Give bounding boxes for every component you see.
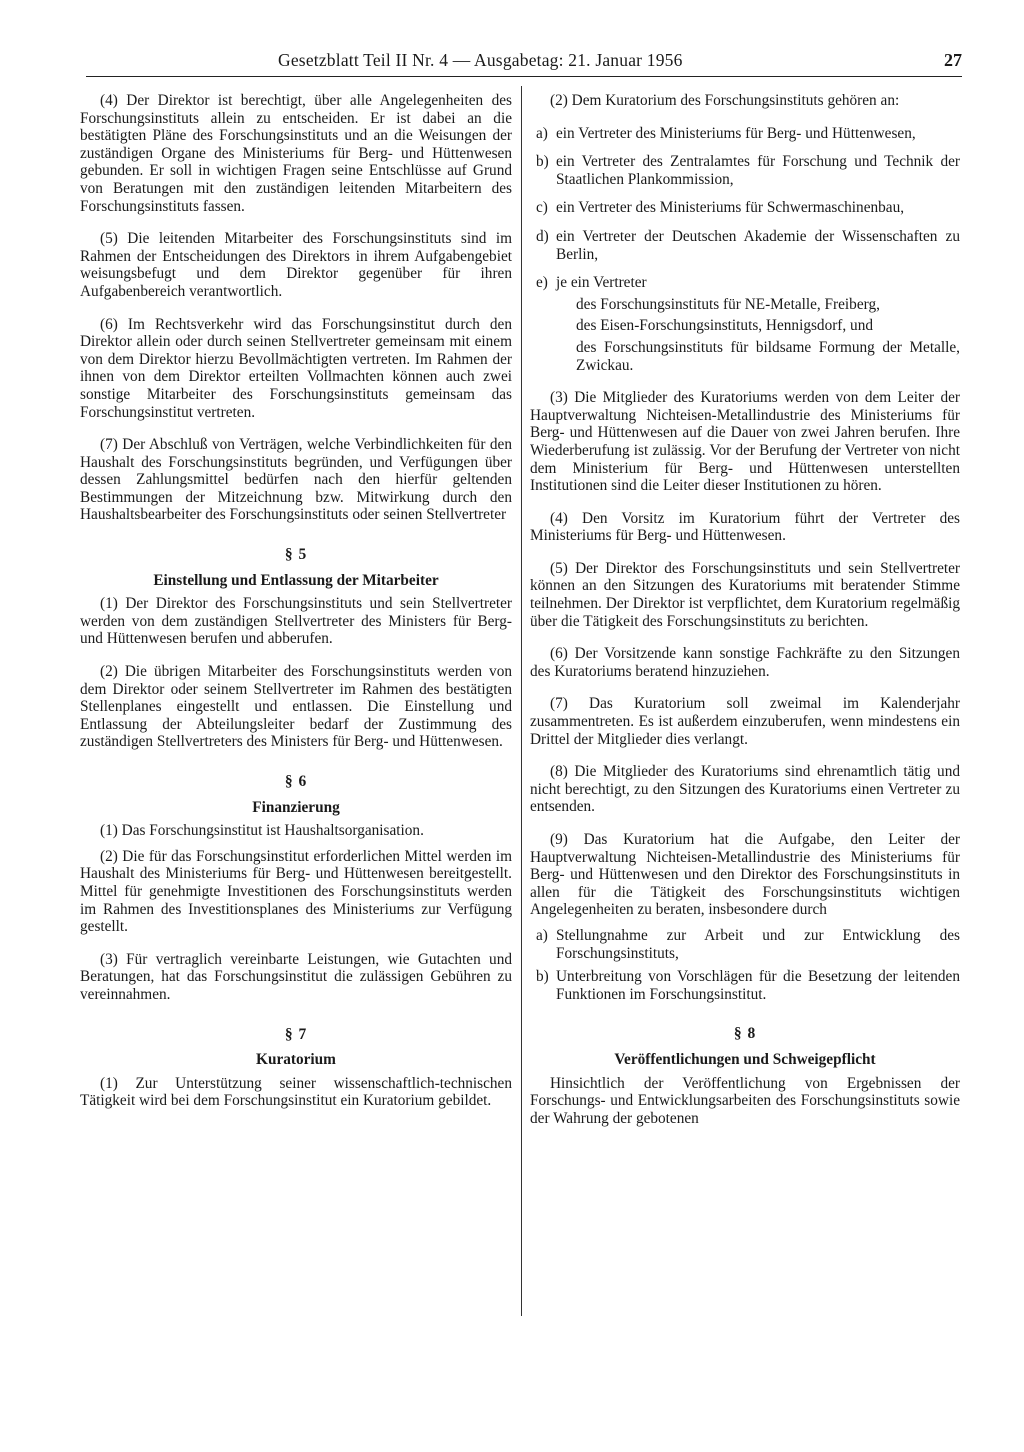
column-divider — [521, 86, 522, 1316]
list-text: Unterbreitung von Vorschlägen für die Besetzung der leitenden Funktionen im Forschungsinstitut. — [556, 968, 960, 1003]
list-marker: b) — [536, 153, 549, 171]
paragraph: (8) Die Mitglieder des Kuratoriums sind ehrenamtlich tätig und nicht berechtigt, zu den Sitzungen des Kuratoriums einen Vertreter zu entsenden. — [530, 763, 960, 816]
left-column — [80, 92, 512, 1125]
paragraph: (3) Die Mitglieder des Kuratoriums werden von dem Leiter der Hauptverwaltung Nichteisen-Metallindustrie des Ministeriums für Berg- und Hüttenwesen auf die Dauer von zwei Jahren berufen. Ihre Wiederberufung ist zulässig. Vor der Berufung der Vertreter von nicht dem Ministerium für Berg- und Hüttenwesen unterstellten Institutionen sind die Leiter dieser Institutionen zu hören. — [530, 389, 960, 495]
list-item — [530, 199, 960, 217]
list-item — [530, 125, 960, 143]
list-marker: b) — [536, 968, 549, 986]
section-title: Finanzierung — [252, 798, 340, 816]
list-item — [530, 968, 960, 1003]
paragraph: (7) Der Abschluß von Verträgen, welche Verbindlichkeiten für den Haushalt des Forschungsinstituts begründen, und Verfügungen über dessen Zahlungsmittel bedürfen nach den hierfür geltenden Bestimmungen der Mitzeichnung bzw. Mitwirkung durch den Haushaltsbearbeiter des Forschungsinstituts oder seinen Stellvertreter — [80, 436, 512, 524]
list-marker: e) — [536, 274, 548, 292]
list-subline: des Forschungsinstituts für NE-Metalle, Freiberg, — [576, 295, 880, 313]
section-number: § 6 — [284, 773, 308, 790]
paragraph: (5) Der Direktor des Forschungsinstituts und sein Stellvertreter können an den Sitzungen des Kuratoriums mit beratender Stimme teilnehmen. Der Direktor ist verpflichtet, dem Kuratorium regelmäßig über die Tätigkeit des Forschungsinstituts zu berichten. — [530, 559, 960, 630]
list-marker: a) — [536, 926, 548, 944]
list-text: ein Vertreter des Zentralamtes für Forschung und Technik der Staatlichen Plankommission, — [556, 153, 960, 188]
paragraph: (9) Das Kuratorium hat die Aufgabe, den Leiter der Hauptverwaltung Nichteisen-Metallindustrie des Ministeriums für Berg- und Hüttenwesen und den Direktor des Forschungsinstituts in allen für die Tätigkeit des Forschungsinstituts wichtigen Angelegenheiten zu beraten, insbesondere durch — [530, 831, 960, 919]
paragraph: (1) Das Forschungsinstitut ist Haushaltsorganisation. — [100, 822, 424, 840]
header-rule — [86, 76, 962, 77]
list-marker: c) — [536, 199, 548, 217]
page-number: 27 — [944, 50, 962, 70]
paragraph: (2) Dem Kuratorium des Forschungsinstituts gehören an: — [550, 92, 900, 109]
section-title: Veröffentlichungen und Schweigepflicht — [614, 1050, 876, 1068]
list-text: ein Vertreter der Deutschen Akademie der Wissenschaften zu Berlin, — [556, 227, 960, 263]
list-item — [530, 153, 960, 188]
section-number: § 5 — [284, 546, 308, 564]
paragraph: (2) Die übrigen Mitarbeiter des Forschungsinstituts werden von dem Direktor oder seinem Stellvertreter im Rahmen des bestätigten Stellenplanes eingestellt und entlassen. Die Einstellung und Entlassung der Abteilungsleiter bedarf der Zustimmung des zuständigen Stellvertreters des Ministers für Berg- und Hüttenwesen. — [80, 663, 512, 751]
section-title: Kuratorium — [256, 1051, 336, 1069]
list-item — [530, 927, 960, 962]
list-subline: des Forschungsinstituts für bildsame Formung der Metalle, Zwickau. — [576, 338, 960, 374]
list-text: ein Vertreter des Ministeriums für Berg- und Hüttenwesen, — [556, 124, 916, 142]
paragraph: (6) Der Vorsitzende kann sonstige Fachkräfte zu den Sitzungen des Kuratoriums beratend hinzuziehen. — [530, 645, 960, 680]
section-number: § 7 — [284, 1025, 308, 1043]
header-title: Gesetzblatt Teil II Nr. 4 — Ausgabetag: 21. Januar 1956 — [278, 50, 683, 70]
paragraph: (5) Die leitenden Mitarbeiter des Forschungsinstituts sind im Rahmen der Entscheidungen des Direktors in ihrem Aufgabengebiet weisungsbefugt und dem Direktor gegenüber für ihren Aufgabenbereich verantwortlich. — [80, 230, 512, 300]
paragraph: (3) Für vertraglich vereinbarte Leistungen, wie Gutachten und Beratungen, hat das Forschungsinstitut die zulässigen Gebühren zu vereinnahmen. — [80, 950, 512, 1003]
section-number: § 8 — [733, 1025, 757, 1043]
paragraph: (1) Der Direktor des Forschungsinstituts und sein Stellvertreter werden von dem zuständigen Stellvertreter des Ministers für Berg- und Hüttenwesen berufen und abberufen. — [80, 595, 512, 648]
paragraph: (7) Das Kuratorium soll zweimal im Kalenderjahr zusammentreten. Es ist außerdem einzuberufen, wenn mindestens ein Drittel der Mitglieder dies verlangt. — [530, 695, 960, 748]
paragraph: (4) Der Direktor ist berechtigt, über alle Angelegenheiten des Forschungsinstituts allein zu entscheiden. Er ist dabei an die bestätigten Pläne des Forschungsinstituts und an die Weisungen der zuständigen Organe des Ministeriums für Berg- und Hüttenwesen gebunden. Er soll in wichtigen Fragen seine Entschlüsse auf Grund von Beratungen mit den zuständigen leitenden Mitarbeitern des Forschungsinstituts fassen. — [80, 92, 512, 215]
paragraph: (4) Den Vorsitz im Kuratorium führt der Vertreter des Ministeriums für Berg- und Hüttenwesen. — [530, 509, 960, 545]
list-text: je ein Vertreter — [556, 274, 647, 292]
page-header — [86, 50, 962, 76]
paragraph: (2) Die für das Forschungsinstitut erforderlichen Mittel werden im Haushalt des Ministeriums für Berg- und Hüttenwesen bereitgestellt. Mittel für genehmigte Investitionen des Forschungsinstituts werden im Rahmen des Investitionsplanes des Ministeriums zur Verfügung gestellt. — [80, 847, 512, 936]
list-marker: a) — [536, 124, 548, 142]
paragraph: (1) Zur Unterstützung seiner wissenschaftlich-technischen Tätigkeit wird bei dem Forschungsinstitut ein Kuratorium gebildet. — [80, 1074, 512, 1110]
list-subline: des Eisen-Forschungsinstituts, Hennigsdorf, und — [576, 317, 873, 335]
paragraph: (6) Im Rechtsverkehr wird das Forschungsinstitut durch den Direktor allein oder durch seinen Stellvertreter gemeinsam mit einem von dem Direktor hierzu Bevollmächtigten vertreten. Im Rahmen der ihnen von dem Direktor erteilten Vollmachten können auch zwei sonstige Mitarbeiter des Forschungsinstituts gemeinsam das Forschungsinstitut vertreten. — [80, 315, 512, 421]
list-item — [530, 274, 960, 292]
right-column — [530, 92, 960, 1142]
paragraph: Hinsichtlich der Veröffentlichung von Ergebnissen der Forschungs- und Entwicklungsarbeiten des Forschungsinstituts sowie der Wahrung der gebotenen — [530, 1074, 960, 1127]
list-text: Stellungnahme zur Arbeit und zur Entwicklung des Forschungsinstituts, — [556, 926, 960, 962]
section-title: Einstellung und Entlassung der Mitarbeiter — [153, 571, 439, 589]
list-text: ein Vertreter des Ministeriums für Schwermaschinenbau, — [556, 199, 905, 217]
list-marker: d) — [536, 227, 549, 245]
list-item — [530, 228, 960, 263]
